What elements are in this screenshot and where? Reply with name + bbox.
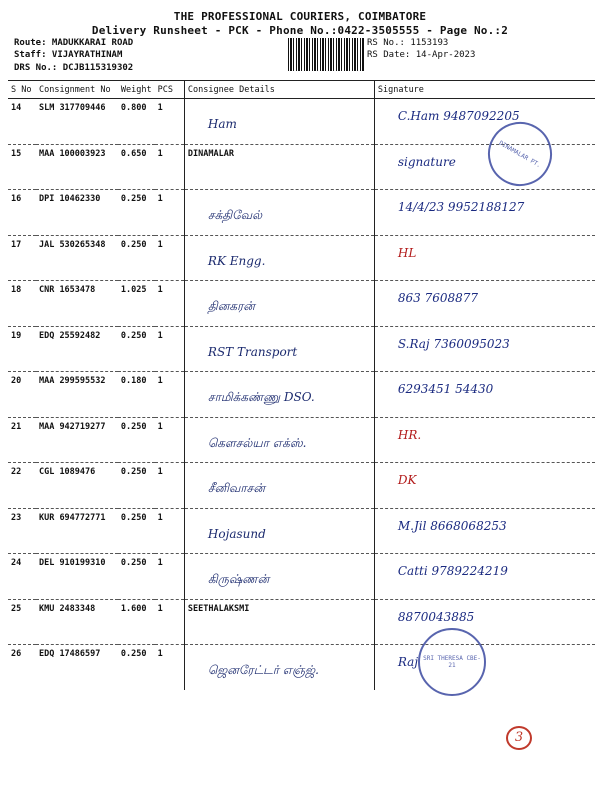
cell-signature (374, 235, 595, 281)
cell-weight: 0.250 (118, 417, 155, 463)
cell-sno: 24 (8, 554, 36, 600)
cell-sno: 20 (8, 372, 36, 418)
signature-mark: DK (397, 473, 417, 487)
col-weight: Weight (118, 81, 155, 99)
cell-pcs: 1 (155, 554, 185, 600)
cell-consignment: KUR 694772771 (36, 508, 118, 554)
cell-signature (374, 417, 595, 463)
cell-pcs: 1 (155, 599, 185, 645)
cell-consignee (184, 508, 374, 554)
consignee-handwritten: சக்திவேல் (207, 208, 263, 222)
signature-mark: 6293451 54430 (397, 382, 494, 396)
cell-weight: 0.250 (118, 235, 155, 281)
table-row (8, 235, 595, 281)
consignee-handwritten: Ham (207, 117, 237, 131)
cell-signature (374, 190, 595, 236)
cell-weight: 0.250 (118, 190, 155, 236)
cell-weight: 0.250 (120, 649, 147, 659)
cell-consignee (184, 417, 374, 463)
cell-consignment: MAA 299595532 (36, 372, 118, 418)
signature-mark: 863 7608877 (397, 291, 479, 305)
rs-date: RS Date: 14-Apr-2023 (367, 50, 476, 60)
page-mark: 3 (506, 726, 532, 750)
col-sno: S No (8, 81, 36, 99)
cell-pcs: 1 (155, 235, 185, 281)
cell-consignee (184, 554, 374, 600)
cell-consignment: DEL 910199310 (36, 554, 118, 600)
cell-sno: 15 (8, 144, 36, 190)
consignee-handwritten: தினகரன் (207, 299, 255, 313)
consignee-handwritten: ஜெனரேட்டர் எஞ்ஜ். (207, 663, 319, 677)
signature-mark: Catti 9789224219 (397, 564, 508, 578)
cell-consignee (184, 99, 374, 145)
cell-weight: 1.025 (118, 281, 155, 327)
consignee-handwritten: சீனிவாசன் (207, 481, 265, 495)
cell-signature (374, 281, 595, 327)
signature-mark: M.Jil 8668068253 (397, 518, 507, 533)
consignee-handwritten: கிருஷ்ணன் (207, 572, 270, 586)
cell-weight: 1.600 (118, 599, 155, 645)
cell-consignee (184, 599, 374, 645)
drs-number: DRS No.: DCJB115319302 (14, 63, 134, 73)
cell-weight: 0.250 (118, 554, 155, 600)
cell-pcs: 1 (155, 508, 185, 554)
cell-pcs: 1 (155, 326, 185, 372)
cell-consignment: SLM 317709446 (36, 99, 118, 145)
cell-pcs: 1 (155, 372, 185, 418)
cell-sno: 16 (8, 190, 36, 236)
cell-consignment: EDQ 17486597 (38, 649, 101, 659)
cell-sno: 25 (8, 599, 36, 645)
cell-consignee (184, 144, 374, 190)
cell-sno: 26 (11, 649, 22, 659)
cell-consignee (184, 281, 374, 327)
route-label: Route: MADUKKARAI ROAD (14, 38, 134, 48)
cell-pcs: 1 (155, 99, 185, 145)
cell-weight: 0.650 (118, 144, 155, 190)
cell-consignment: CNR 1653478 (36, 281, 118, 327)
cell-pcs: 1 (155, 463, 185, 509)
cell-sno: 19 (8, 326, 36, 372)
col-pcs: PCS (155, 81, 185, 99)
col-signature: Signature (374, 81, 595, 99)
cell-sno: 22 (8, 463, 36, 509)
consignee-handwritten: Hojasund (207, 526, 266, 541)
cell-weight: 0.250 (118, 326, 155, 372)
cell-signature (374, 326, 595, 372)
table-row (8, 599, 595, 645)
cell-pcs: 1 (155, 144, 185, 190)
table-row (8, 417, 595, 463)
table-row (8, 645, 595, 691)
consignee-printed: SEETHALAKSMI (187, 603, 250, 614)
signature-mark: 14/4/23 9952188127 (397, 200, 525, 214)
cell-signature (374, 554, 595, 600)
consignee-handwritten: கௌசல்யா எக்ஸ். (207, 435, 307, 450)
table-header-row (8, 81, 595, 99)
signature-mark: C.Ham 9487092205 (397, 109, 520, 123)
cell-weight: 0.250 (118, 508, 155, 554)
cell-weight: 0.250 (118, 463, 155, 509)
barcode-image (288, 38, 364, 71)
runsheet-subtitle: Delivery Runsheet - PCK - Phone No.:0422-3505555 - Page No.:2 (91, 24, 509, 37)
cell-sno: 18 (8, 281, 36, 327)
cell-sno: 14 (8, 99, 36, 145)
cell-signature (374, 144, 595, 190)
cell-consignment: CGL 1089476 (36, 463, 118, 509)
signature-mark: 8870043885 (397, 609, 475, 624)
cell-weight: 0.180 (118, 372, 155, 418)
cell-pcs: 1 (157, 649, 163, 659)
cell-signature (374, 599, 595, 645)
cell-consignment: MAA 100003923 (36, 144, 118, 190)
cell-sno: 23 (8, 508, 36, 554)
col-consignee: Consignee Details (184, 81, 374, 99)
cell-consignee (184, 190, 374, 236)
staff-label: Staff: VIJAYRATHINAM (14, 50, 123, 60)
table-row (8, 190, 595, 236)
cell-signature (374, 463, 595, 509)
cell-consignee (184, 372, 374, 418)
cell-consignee (184, 326, 374, 372)
cell-consignment: JAL 530265348 (36, 235, 118, 281)
cell-pcs: 1 (155, 417, 185, 463)
table-row (8, 372, 595, 418)
signature-mark: Raj (397, 655, 419, 669)
cell-weight: 0.800 (118, 99, 155, 145)
rs-number: RS No.: 1153193 (367, 38, 449, 48)
cell-sno: 21 (8, 417, 36, 463)
table-row (8, 508, 595, 554)
cell-signature (374, 508, 595, 554)
company-title: THE PROFESSIONAL COURIERS, COIMBATORE (173, 10, 427, 23)
consignee-handwritten: சாமிக்கண்ணு DSO. (207, 390, 315, 404)
cell-consignment: MAA 942719277 (36, 417, 118, 463)
consignee-handwritten: RK Engg. (207, 253, 266, 268)
cell-consignee (184, 645, 374, 691)
signature-mark: S.Raj 7360095023 (397, 336, 510, 351)
consignee-handwritten: RST Transport (207, 344, 298, 359)
cell-pcs: 1 (155, 281, 185, 327)
cell-consignee (184, 235, 374, 281)
cell-consignee (184, 463, 374, 509)
cell-consignment: DPI 10462330 (36, 190, 118, 236)
dinamalar-stamp: DINAMALAR PT. (476, 110, 563, 197)
theresa-stamp: SRI THERESA CBE-21 (418, 628, 486, 696)
signature-mark: signature (397, 154, 456, 169)
cell-sno: 17 (8, 235, 36, 281)
table-row (8, 281, 595, 327)
signature-mark: HR. (397, 427, 422, 442)
cell-consignment: KMU 2483348 (36, 599, 118, 645)
col-consignment: Consignment No (36, 81, 118, 99)
cell-pcs: 1 (155, 190, 185, 236)
table-row (8, 463, 595, 509)
table-row (8, 326, 595, 372)
cell-consignment: EDQ 25592482 (36, 326, 118, 372)
table-row (8, 554, 595, 600)
cell-signature (374, 372, 595, 418)
consignee-printed: DINAMALAR (187, 148, 234, 159)
signature-mark: HL (397, 245, 417, 260)
cell-signature (374, 99, 595, 145)
